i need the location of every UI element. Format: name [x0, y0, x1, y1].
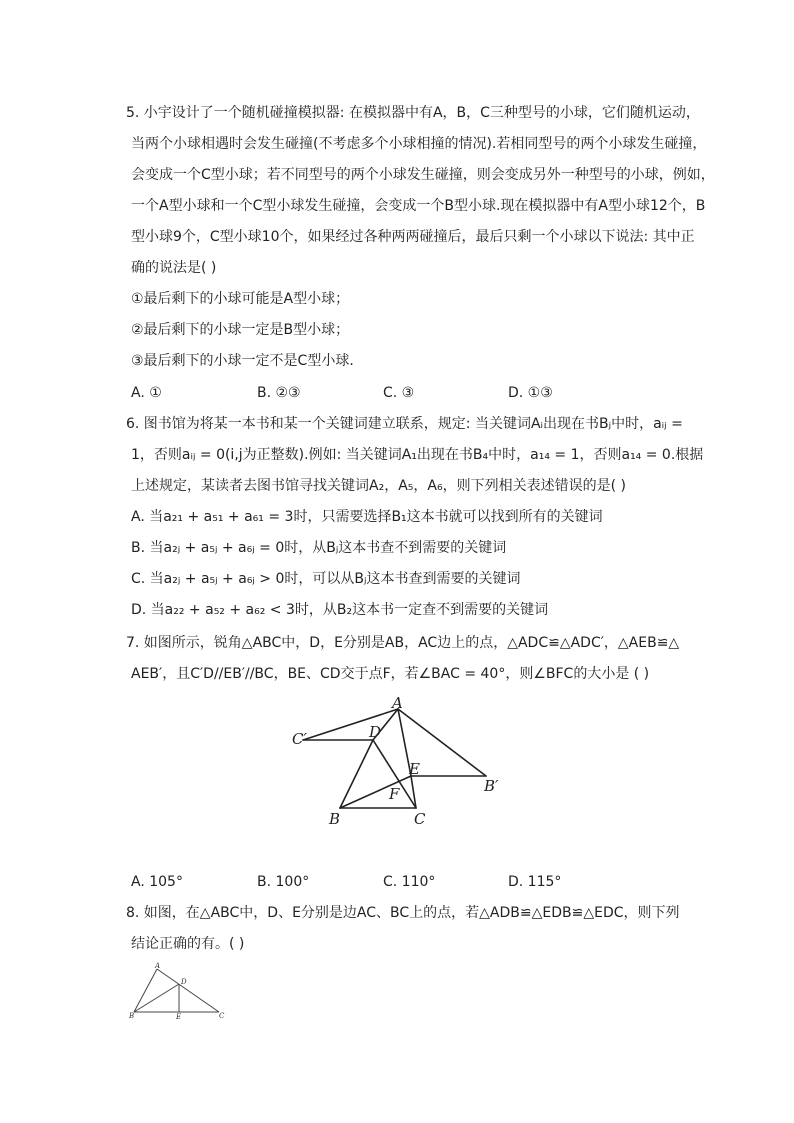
q5-option-c[interactable]: C. ③	[383, 385, 415, 401]
q6-option-d[interactable]: D. 当a₂₂ + a₅₂ + a₆₂ < 3时，从B₂这本书一定查不到需要的关键词	[131, 602, 549, 618]
q5-statement-3: ③最后剩下的小球一定不是C型小球．	[131, 353, 364, 369]
label-b: B	[329, 810, 341, 828]
label-e: E	[176, 1013, 182, 1020]
q5-statement-1: ①最后剩下的小球可能是A型小球；	[131, 291, 350, 307]
label-f: F	[389, 785, 400, 803]
q8-line-2: 结论正确的有。( )	[131, 936, 245, 952]
label-d: D	[181, 978, 187, 986]
label-d: D	[369, 723, 382, 741]
label-c-prime: C′	[292, 730, 307, 748]
q5-option-d[interactable]: D. ①③	[508, 385, 553, 401]
q6-option-c[interactable]: C. 当a₂ⱼ + a₅ⱼ + a₆ⱼ > 0时，可以从Bⱼ这本书查到需要的关键词	[131, 571, 521, 587]
segment-b-e	[340, 776, 411, 808]
segment-d-b	[340, 740, 373, 808]
segment-b-d	[134, 984, 179, 1012]
q5-line-3: 会变成一个C型小球；若不同型号的两个小球发生碰撞，则会变成另外一种型号的小球，例如，	[131, 167, 715, 183]
q7-option-d[interactable]: D. 115°	[508, 874, 562, 890]
label-e: E	[409, 760, 420, 778]
label-b-prime: B′	[484, 777, 499, 795]
q7-option-c[interactable]: C. 110°	[383, 874, 436, 890]
label-a: A	[392, 694, 403, 712]
q6-line-2: 1，否则aᵢⱼ = 0(i,j为正整数).例如: 当关键词A₁出现在书B₄中时，a₁₄ = 1，否则a₁₄ = 0.根据	[131, 447, 704, 463]
q8-triangle-figure	[125, 960, 235, 1020]
segment-a-c	[157, 969, 219, 1012]
q5-line-5: 型小球9个，C型小球10个，如果经过各种两两碰撞后，最后只剩一个小球以下说法: 其中正	[131, 229, 695, 245]
q6-option-b[interactable]: B. 当a₂ⱼ + a₅ⱼ + a₆ⱼ = 0时，从Bⱼ这本书查不到需要的关键词	[131, 540, 507, 556]
q5-line-1: 5. 小宇设计了一个随机碰撞模拟器: 在模拟器中有A，B，C三种型号的小球，它们随机运动，	[126, 105, 700, 121]
q5-option-b[interactable]: B. ②③	[257, 385, 301, 401]
label-c: C	[414, 810, 426, 828]
q5-line-6: 确的说法是( )	[131, 260, 217, 276]
q6-line-3: 上述规定，某读者去图书馆寻找关键词A₂，A₅，A₆，则下列相关表述错误的是( )	[131, 478, 626, 494]
q7-option-a[interactable]: A. 105°	[131, 874, 183, 890]
label-b: B	[129, 1012, 135, 1020]
q5-options	[131, 383, 691, 403]
q5-option-a[interactable]: A. ①	[131, 385, 162, 401]
segment-a-b	[134, 969, 157, 1012]
q5-statement-2: ②最后剩下的小球一定是B型小球；	[131, 322, 350, 338]
q5-line-2: 当两个小球相遇时会发生碰撞(不考虑多个小球相撞的情况).若相同型号的两个小球发生碰撞，	[131, 136, 707, 152]
q5-line-4: 一个A型小球和一个C型小球发生碰撞，会变成一个B型小球.现在模拟器中有A型小球12个，B	[131, 198, 706, 214]
q7-triangle-figure	[280, 690, 520, 830]
segment-c1-a	[303, 709, 398, 740]
label-a: A	[155, 962, 161, 970]
q7-option-b[interactable]: B. 100°	[257, 874, 310, 890]
q6-option-a[interactable]: A. 当a₂₁ + a₅₁ + a₆₁ = 3时，只需要选择B₁这本书就可以找到所有的关键词	[131, 509, 603, 525]
label-c: C	[219, 1012, 225, 1020]
q7-line-1: 7. 如图所示，锐角△ABC中，D，E分别是AB，AC边上的点，△ADC≌△ADC′，△AEB≌△	[126, 635, 680, 651]
q7-options	[131, 872, 691, 892]
q6-line-1: 6. 图书馆为将某一本书和某一个关键词建立联系，规定: 当关键词Aᵢ出现在书Bⱼ中时，aᵢⱼ =	[126, 416, 683, 432]
q8-line-1: 8. 如图，在△ABC中，D、E分别是边AC、BC上的点，若△ADB≌△EDB≌△EDC，则下列	[126, 905, 680, 921]
q7-line-2: AEB′，且C′D//EB′//BC，BE、CD交于点F，若∠BAC = 40°，则∠BFC的大小是 ( )	[131, 666, 650, 682]
